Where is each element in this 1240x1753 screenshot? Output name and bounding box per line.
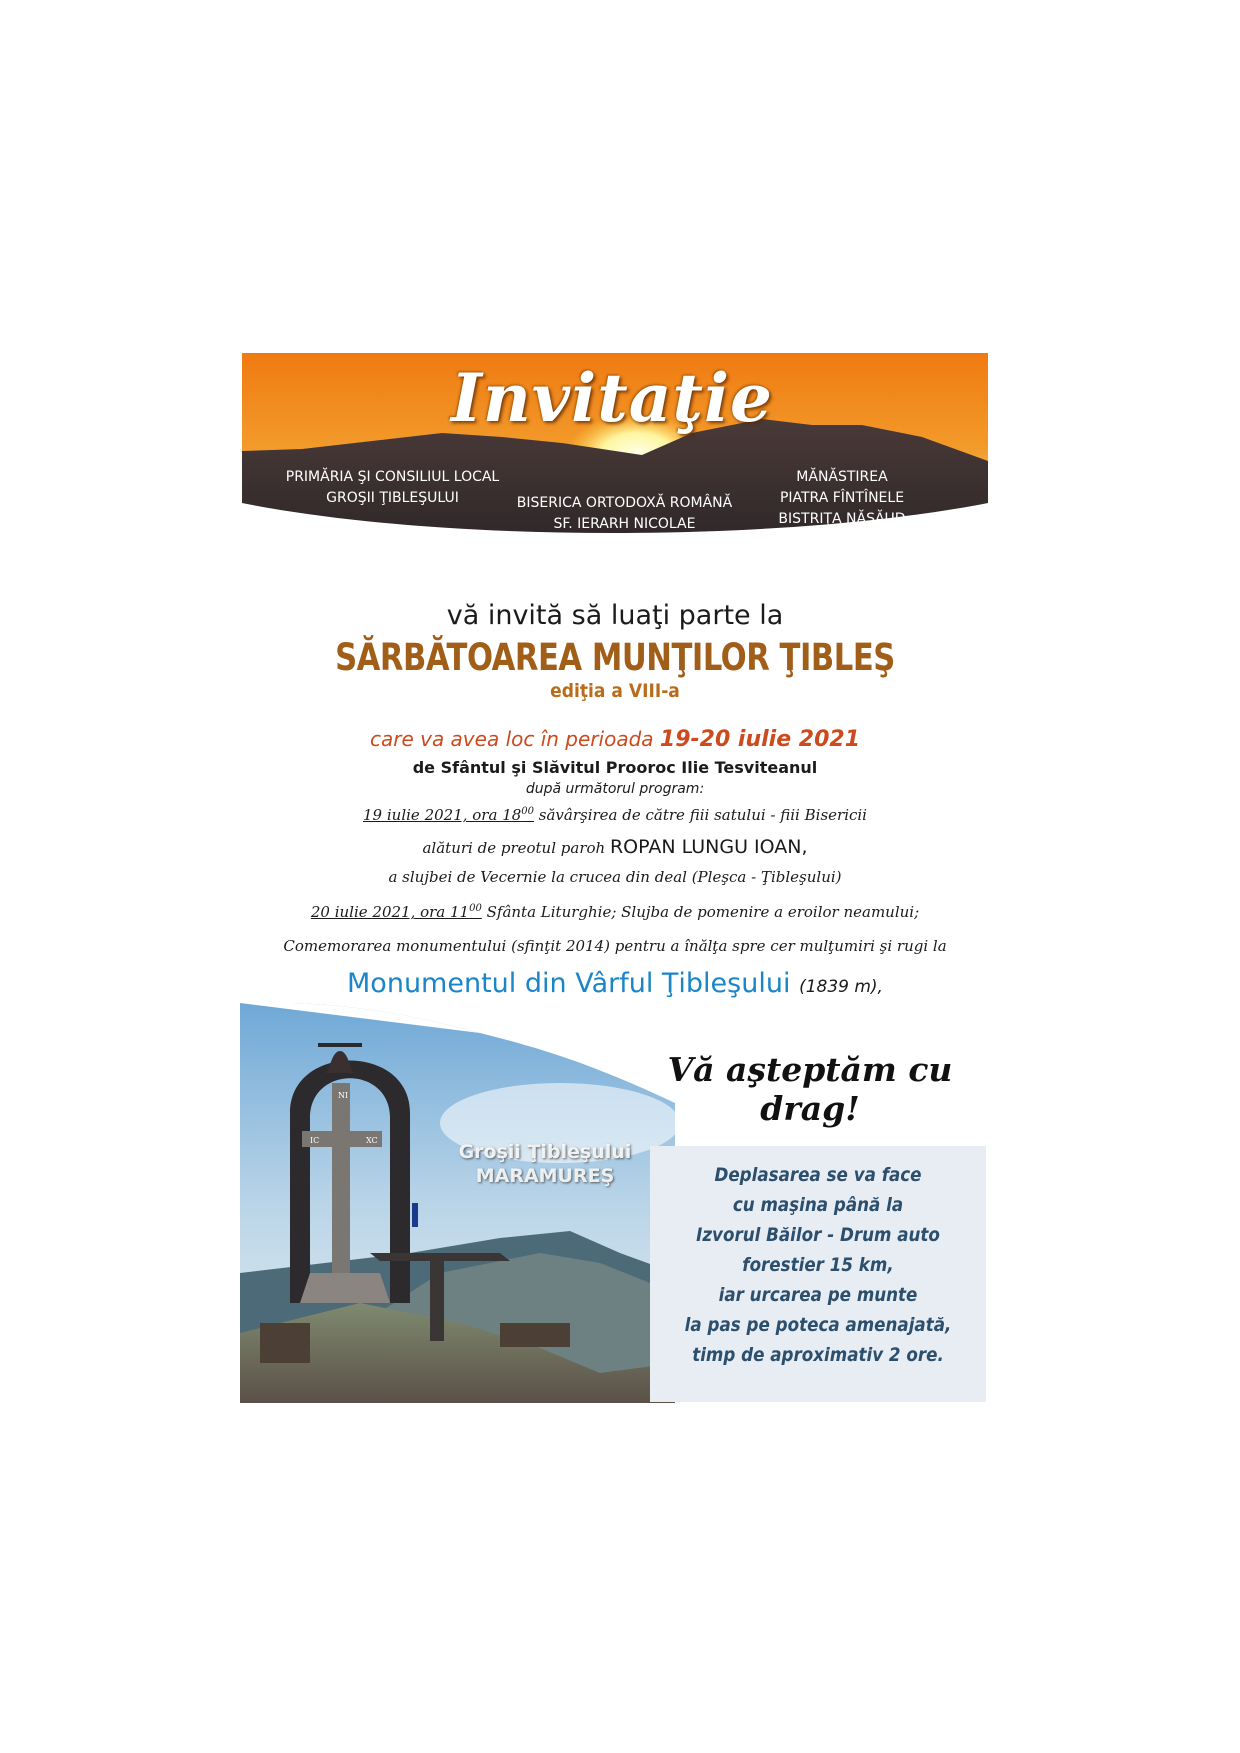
priest-name: ROPAN LUNGU IOAN, [609,836,808,858]
event-period [242,727,988,752]
program-day1-line2: alături de preotul paroh ROPAN LUNGU IOAN, [422,836,808,858]
invitation-title: Invitaţie [450,359,774,437]
saint-dedication: de Sfântul şi Slăvitul Prooroc Ilie Tesviteanul [412,758,818,777]
invitation-banner [242,353,988,561]
svg-text:IC: IC [310,1136,320,1145]
program-day2-date: 20 iulie 2021, ora $11^{00}$ [310,903,482,921]
edition-label: ediţia a VIII-a [550,680,680,702]
program-day1-date: 19 iulie 2021, ora $18^{00}$ [363,806,535,824]
period-intro: care va avea loc în perioada [369,727,654,751]
monument-photo [240,1003,675,1403]
monument-line [242,968,988,999]
program-day2-line1 [242,903,988,921]
period-dates: 19-20 iulie 2021 [659,727,861,752]
svg-text:XC: XC [366,1136,378,1145]
photo-watermark: Groşii Ţibleşului MARAMUREŞ [458,1141,632,1187]
organizer-church: BISERICA ORTODOXĂ ROMÂNĂ SF. IERARH NICOLAE GROŞII ŢIBLEŞULUI [516,495,733,553]
monument-photo-graphic [240,1003,675,1403]
program-day2-line2: Comemorarea monumentului (sfinţit 2014) pentru a înălţa spre cer mulţumiri şi rugi la [283,937,947,955]
monument-name: Monumentul din Vârful Ţibleşului [347,968,791,999]
travel-info-box [650,1146,986,1402]
travel-info-text: Deplasarea se va face cu maşina până la Izvorul Băilor - Drum auto forestier 15 km, iar urcarea pe munte la pas pe poteca amenajată, timp de aproximativ 2 ore. [684,1164,952,1366]
svg-text:NI: NI [338,1091,349,1100]
program-day2-text: Sfânta Liturghie; Slujba de pomenire a eroilor neamului; [481,903,920,921]
welcome-message: Vă aşteptăm cu drag! [667,1050,953,1128]
monument-height: (1839 m), [799,977,883,997]
organizer-town-hall: PRIMĂRIA ŞI CONSILIUL LOCAL GROŞII ŢIBLEŞULUI [285,469,500,506]
program-intro: după următorul program: [525,781,705,797]
invite-line: vă invită să luaţi parte la [446,600,784,631]
program-day1-line1 [242,806,988,824]
organizer-monastery: MĂNĂSTIREA PIATRA FÎNTÎNELE BISTRIŢA NĂSĂUD [778,469,906,527]
program-day1-text: săvârşirea de către fiii satului - fiii Bisericii [534,806,867,824]
event-title: SĂRBĂTOAREA MUNŢILOR ŢIBLEŞ [335,636,895,679]
program-day1-line3: a slujbei de Vecernie la crucea din deal (Pleşca - Ţibleşului) [388,868,842,886]
